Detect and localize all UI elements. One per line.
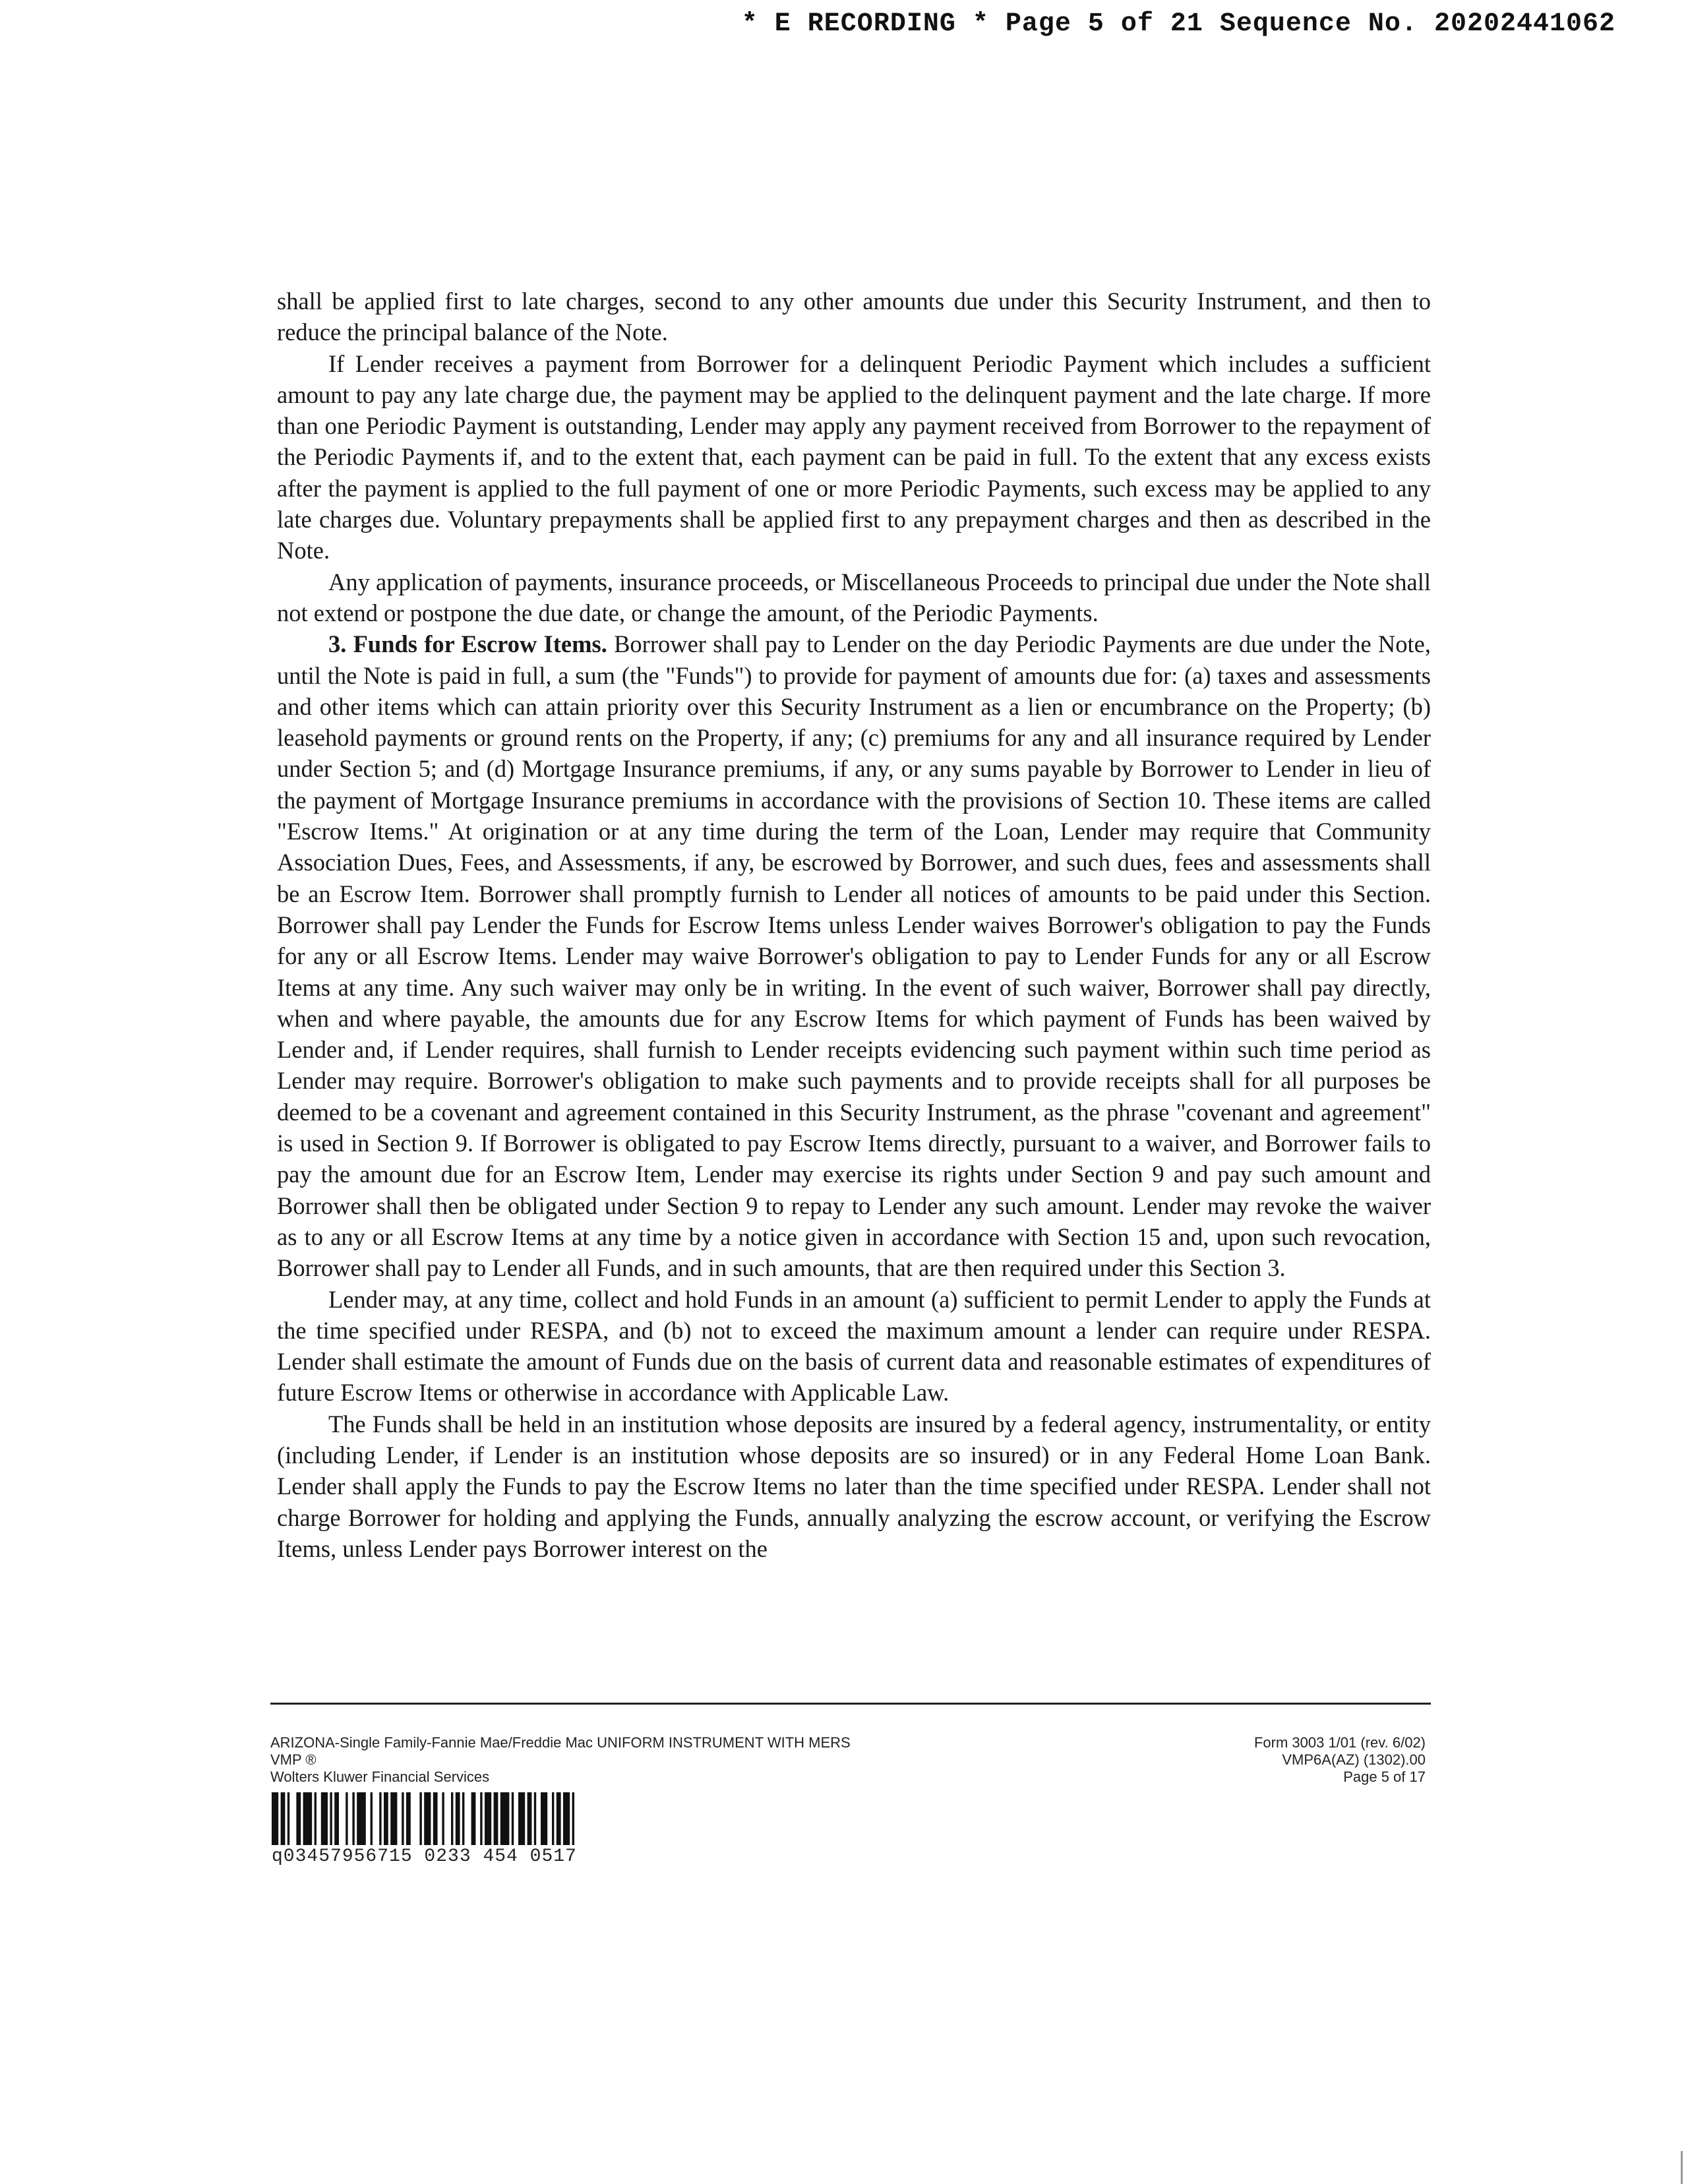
paragraph: shall be applied first to late charges, second to any other amounts due under this Security Instrument, and then to reduce the principal balance of the Note. (277, 288, 1431, 346)
form-number: Form 3003 1/01 (rev. 6/02) (1253, 1734, 1426, 1751)
paragraph: If Lender receives a payment from Borrower for a delinquent Periodic Payment which includes a sufficient amount to pay any late charge due, the payment may be applied to the delinquent payment and the late charge. If more than one Periodic Payment is outstanding, Lender may apply any payment received from Borrower to the repayment of the Periodic Payments if, and to the extent that, each payment can be paid in full. To the extent that any excess exists after the payment is applied to the full payment of one or more Periodic Payments, such excess may be applied to any late charges due. Voluntary prepayments shall be applied first to any prepayment charges and then as described in the Note. (277, 349, 1431, 564)
footer-divider (270, 1703, 1431, 1705)
form-page-number: Page 5 of 17 (1343, 1769, 1426, 1785)
scrollbar-thumb[interactable] (1681, 2151, 1683, 2184)
section-heading: 3. Funds for Escrow Items. (328, 630, 607, 658)
recording-stamp: * E RECORDING * Page 5 of 21 Sequence No. 20202441062 (741, 9, 1615, 39)
paragraph: The Funds shall be held in an institution whose deposits are insured by a federal agency, instrumentality, or entity (including Lender, if Lender is an institution whose deposits are so insured) or in any Federal Home Loan Bank. Lender shall apply the Funds to pay the Escrow Items no later than the time specified under RESPA. Lender shall not charge Borrower for holding and applying the Funds, annually analyzing the escrow account, or verifying the Escrow Items, unless Lender pays Borrower interest on the (277, 1410, 1431, 1562)
barcode-number: q03457956715 0233 454 0517 (272, 1846, 577, 1867)
form-identification (270, 1734, 851, 1786)
form-number-block (1254, 1734, 1426, 1786)
section-3-paragraph (277, 628, 1431, 1283)
paragraph: Any application of payments, insurance proceeds, or Miscellaneous Proceeds to principal due under the Note shall not extend or postpone the due date, or change the amount, of the Periodic Payments. (277, 568, 1431, 626)
paragraph: Lender may, at any time, collect and hold Funds in an amount (a) sufficient to permit Lender to apply the Funds at the time specified under RESPA, and (b) not to exceed the maximum amount a lender can require under RESPA. Lender shall estimate the amount of Funds due on the basis of current data and reasonable estimates of expenditures of future Escrow Items or otherwise in accordance with Applicable Law. (277, 1285, 1431, 1407)
barcode-icon (270, 1792, 719, 1845)
vmp-mark: VMP ® (270, 1751, 316, 1768)
vmp-code: VMP6A(AZ) (1302).00 (1282, 1751, 1426, 1768)
form-title: ARIZONA-Single Family-Fannie Mae/Freddie Mac UNIFORM INSTRUMENT WITH MERS (270, 1734, 851, 1751)
section-text: Borrower shall pay to Lender on the day Periodic Payments are due under the Note, until the Note is paid in full, a sum (the "Funds") to provide for payment of amounts due for: (a) taxes and assessments and other items which can attain priority over this Security Instrument as a lien or encumbrance on the Property; (b) leasehold payments or ground rents on the Property, if any; (c) premiums for any and all insurance required by Lender under Section 5; and (d) Mortgage Insurance premiums, if any, or any sums payable by Borrower to Lender in lieu of the payment of Mortgage Insurance premiums in accordance with the provisions of Section 10. These items are called "Escrow Items." At origination or at any time during the term of the Loan, Lender may require that Community Association Dues, Fees, and Assessments, if any, be escrowed by Borrower, and such dues, fees and assessments shall be an Escrow Item. Borrower shall promptly furnish to Lender all notices of amounts to be paid under this Section. Borrower shall pay Lender the Funds for Escrow Items unless Lender waives Borrower's obligation to pay the Funds for any or all Escrow Items. Lender may waive Borrower's obligation to pay to Lender Funds for any or all Escrow Items at any time. Any such waiver may only be in writing. In the event of such waiver, Borrower shall pay directly, when and where payable, the amounts due for any Escrow Items for which payment of Funds has been waived by Lender and, if Lender requires, shall furnish to Lender receipts evidencing such payment within such time period as Lender may require. Borrower's obligation to make such payments and to provide receipts shall for all purposes be deemed to be a covenant and agreement contained in this Security Instrument, as the phrase "covenant and agreement" is used in Section 9. If Borrower is obligated to pay Escrow Items directly, pursuant to a waiver, and Borrower fails to pay the amount due for an Escrow Item, Lender may exercise its rights under Section 9 and pay such amount and Borrower shall then be obligated under Section 9 to repay to Lender any such amount. Lender may revoke the waiver as to any or all Escrow Items at any time by a notice given in accordance with Section 15 and, upon such revocation, Borrower shall pay to Lender all Funds, and in such amounts, that are then required under this Section 3. (277, 630, 1431, 1282)
document-body (277, 286, 1431, 1564)
publisher: Wolters Kluwer Financial Services (270, 1769, 490, 1785)
